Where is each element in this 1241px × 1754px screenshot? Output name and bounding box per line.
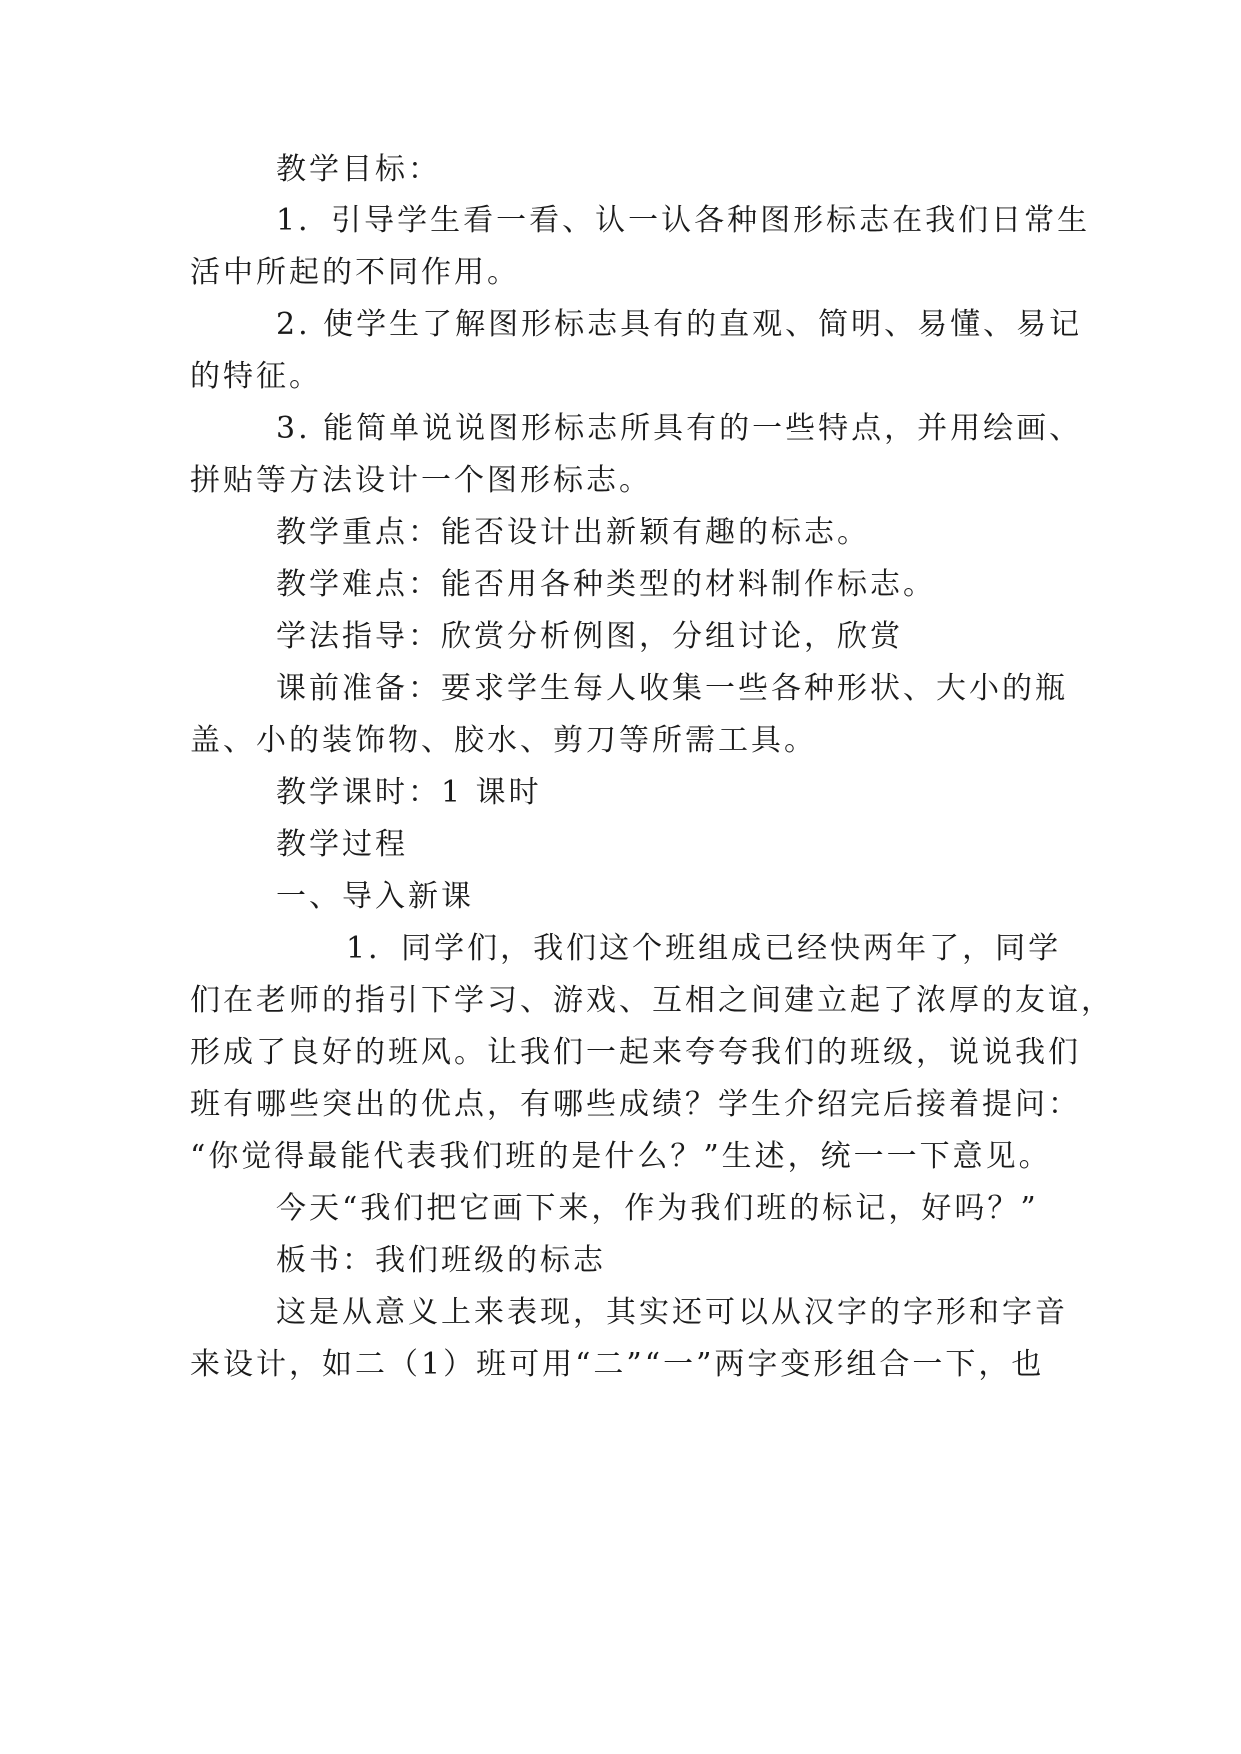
intro-para-line-4: 班有哪些突出的优点，有哪些成绩？学生介绍完后接着提问： [190, 1087, 1081, 1122]
heading-teaching-goals: 教学目标： [276, 152, 441, 187]
learning-guidance: 学法指导：欣赏分析例图，分组讨论，欣赏 [276, 619, 903, 654]
goal-2-line-2: 的特征。 [190, 359, 322, 394]
intro-para-line-1: 1．同学们，我们这个班组成已经快两年了，同学 [346, 931, 1062, 966]
intro-para-line-2: 们在老师的指引下学习、游戏、互相之间建立起了浓厚的友谊， [190, 983, 1114, 1018]
intro-para-line-3: 形成了良好的班风。让我们一起来夸夸我们的班级，说说我们 [190, 1035, 1081, 1070]
goal-3-line-1: 3. 能简单说说图形标志所具有的一些特点，并用绘画、 [276, 411, 1083, 446]
heading-intro: 一、导入新课 [276, 879, 474, 914]
goal-1-line-2: 活中所起的不同作用。 [190, 255, 520, 290]
design-para-line-1: 这是从意义上来表现，其实还可以从汉字的字形和字音 [276, 1295, 1068, 1330]
goal-3-line-2: 拼贴等方法设计一个图形标志。 [190, 463, 652, 498]
intro-para-line-5: “你觉得最能代表我们班的是什么？”生述，统一一下意见。 [190, 1139, 1052, 1174]
preparation-line-2: 盖、小的装饰物、胶水、剪刀等所需工具。 [190, 723, 817, 758]
goal-1-line-1: 1．引导学生看一看、认一认各种图形标志在我们日常生 [276, 203, 1091, 238]
design-para-line-2: 来设计，如二（1）班可用“二”“一”两字变形组合一下，也 [190, 1347, 1045, 1382]
goal-2-line-1: 2. 使学生了解图形标志具有的直观、简明、易懂、易记 [276, 307, 1083, 342]
class-hours: 教学课时：1 课时 [276, 775, 542, 810]
blackboard-line: 板书：我们班级的标志 [276, 1243, 606, 1278]
today-line: 今天“我们把它画下来，作为我们班的标记，好吗？” [276, 1191, 1039, 1226]
key-point: 教学重点：能否设计出新颖有趣的标志。 [276, 515, 870, 550]
preparation-line-1: 课前准备：要求学生每人收集一些各种形状、大小的瓶 [276, 671, 1068, 706]
heading-teaching-process: 教学过程 [276, 827, 408, 862]
difficult-point: 教学难点：能否用各种类型的材料制作标志。 [276, 567, 936, 602]
